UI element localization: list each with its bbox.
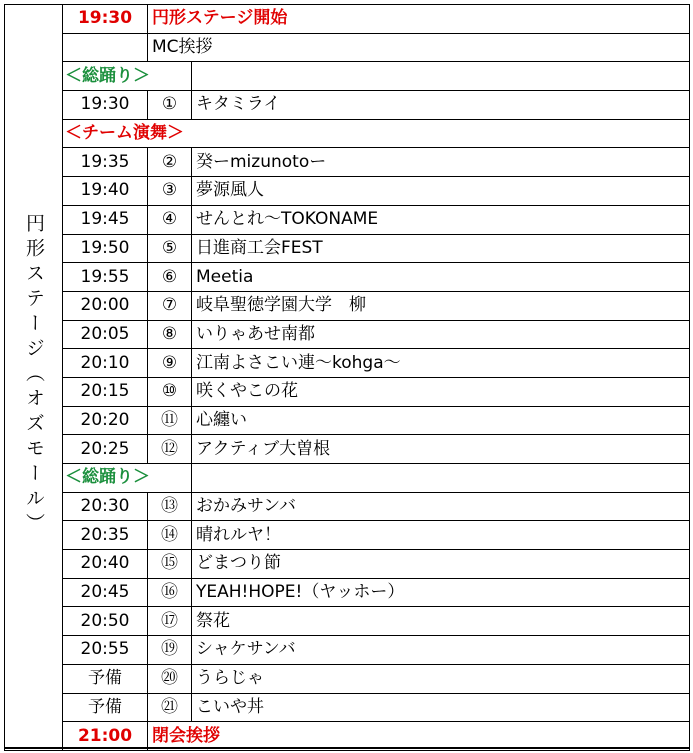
row-number: ⑲ xyxy=(148,636,192,665)
row-number: ⑥ xyxy=(148,263,192,292)
opening-time: 19:30 xyxy=(63,5,148,34)
schedule-row xyxy=(5,177,690,206)
team-name: YEAH!HOPE!（ヤッホー） xyxy=(192,578,690,607)
schedule-table xyxy=(4,4,690,751)
row-time: 20:45 xyxy=(63,578,148,607)
row-number: ⑳ xyxy=(148,664,192,693)
row-time: 20:55 xyxy=(63,636,148,665)
team-name: うらじゃ xyxy=(192,664,690,693)
row-number: ⑤ xyxy=(148,234,192,263)
team-name: 咲くやこの花 xyxy=(192,377,690,406)
row-time: 19:40 xyxy=(63,177,148,206)
row-number: ⑨ xyxy=(148,349,192,378)
schedule-body xyxy=(5,5,690,751)
schedule-row xyxy=(5,521,690,550)
soodori-1-row xyxy=(5,91,690,120)
team-name: どまつり節 xyxy=(192,550,690,579)
row-number: ㉑ xyxy=(148,693,192,722)
schedule-row xyxy=(5,578,690,607)
row-time: 20:15 xyxy=(63,377,148,406)
schedule-row xyxy=(5,234,690,263)
schedule-row xyxy=(5,263,690,292)
row-number: ⑫ xyxy=(148,435,192,464)
row-time: 19:45 xyxy=(63,205,148,234)
row-time: 予備 xyxy=(63,664,148,693)
stage-label-cell xyxy=(5,5,63,751)
next-table-edge xyxy=(4,747,690,753)
team-name: Meetia xyxy=(192,263,690,292)
opening-row xyxy=(5,5,690,34)
schedule-row xyxy=(5,607,690,636)
schedule-row xyxy=(5,406,690,435)
mc-time-empty xyxy=(63,33,148,62)
team-name: 夢源風人 xyxy=(192,177,690,206)
team-name: せんとれ〜TOKONAME xyxy=(192,205,690,234)
section-team-row xyxy=(5,119,690,148)
schedule-row xyxy=(5,205,690,234)
row-time: 19:50 xyxy=(63,234,148,263)
schedule-row xyxy=(5,636,690,665)
row-time: 20:30 xyxy=(63,492,148,521)
mc-row xyxy=(5,33,690,62)
row-time: 20:35 xyxy=(63,521,148,550)
row-number: ⑦ xyxy=(148,291,192,320)
row-time: 20:25 xyxy=(63,435,148,464)
row-number: ⑰ xyxy=(148,607,192,636)
closing-title: 閉会挨拶 xyxy=(148,722,690,751)
closing-time: 21:00 xyxy=(63,722,148,751)
section-soodori-2: ＜総踊り＞ xyxy=(63,464,192,493)
soodori-1-time: 19:30 xyxy=(63,91,148,120)
section-soodori-2-empty xyxy=(192,464,690,493)
row-number: ② xyxy=(148,148,192,177)
row-number: ⑯ xyxy=(148,578,192,607)
soodori-1-num: ① xyxy=(148,91,192,120)
stage-label: 円形ステージ（オズモール） xyxy=(23,212,45,538)
row-number: ③ xyxy=(148,177,192,206)
team-name: 岐阜聖徳学園大学 柳 xyxy=(192,291,690,320)
schedule-row xyxy=(5,377,690,406)
mc-title: MC挨拶 xyxy=(148,33,690,62)
schedule-row xyxy=(5,550,690,579)
row-time: 20:00 xyxy=(63,291,148,320)
team-name: 江南よさこい連〜kohga〜 xyxy=(192,349,690,378)
row-number: ⑬ xyxy=(148,492,192,521)
row-number: ⑩ xyxy=(148,377,192,406)
row-time: 20:20 xyxy=(63,406,148,435)
row-time: 予備 xyxy=(63,693,148,722)
row-time: 20:50 xyxy=(63,607,148,636)
schedule-row xyxy=(5,148,690,177)
schedule-row xyxy=(5,492,690,521)
row-time: 20:05 xyxy=(63,320,148,349)
schedule-row xyxy=(5,664,690,693)
section-soodori-1-empty xyxy=(192,62,690,91)
row-number: ⑧ xyxy=(148,320,192,349)
team-name: 癸ーmizunotoー xyxy=(192,148,690,177)
schedule-row xyxy=(5,435,690,464)
row-time: 19:35 xyxy=(63,148,148,177)
team-name: シャケサンバ xyxy=(192,636,690,665)
team-name: 晴れルヤ！ xyxy=(192,521,690,550)
schedule-row xyxy=(5,693,690,722)
row-number: ⑪ xyxy=(148,406,192,435)
section-soodori-1: ＜総踊り＞ xyxy=(63,62,192,91)
team-name: こいや丼 xyxy=(192,693,690,722)
row-time: 19:55 xyxy=(63,263,148,292)
section-soodori-2-row xyxy=(5,464,690,493)
section-team: ＜チーム演舞＞ xyxy=(63,119,690,148)
schedule-row xyxy=(5,349,690,378)
team-name: 日進商工会FEST xyxy=(192,234,690,263)
schedule-row xyxy=(5,291,690,320)
row-time: 20:10 xyxy=(63,349,148,378)
team-name: おかみサンバ xyxy=(192,492,690,521)
row-time: 20:40 xyxy=(63,550,148,579)
section-soodori-1-row xyxy=(5,62,690,91)
team-name: いりゃあせ南都 xyxy=(192,320,690,349)
team-name: アクティブ大曽根 xyxy=(192,435,690,464)
team-name: 心纏い xyxy=(192,406,690,435)
team-name: 祭花 xyxy=(192,607,690,636)
schedule-row xyxy=(5,320,690,349)
row-number: ④ xyxy=(148,205,192,234)
soodori-1-name: キタミライ xyxy=(192,91,690,120)
row-number: ⑮ xyxy=(148,550,192,579)
opening-title: 円形ステージ開始 xyxy=(148,5,690,34)
row-number: ⑭ xyxy=(148,521,192,550)
